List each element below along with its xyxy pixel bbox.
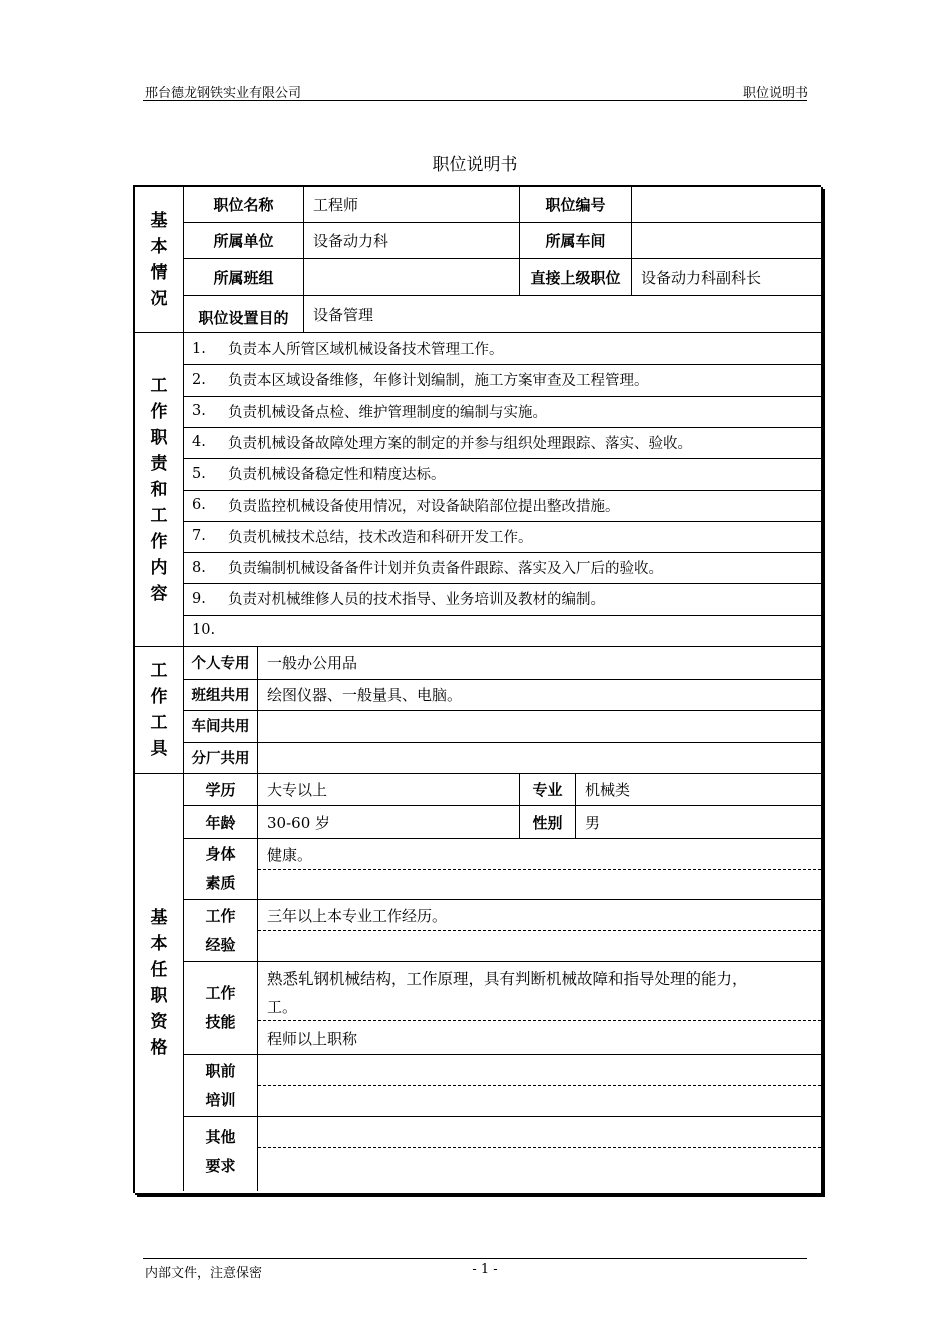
supervisor-value: 设备动力科副科长	[641, 268, 762, 287]
duty-number: 7.	[192, 528, 206, 545]
duty-number: 8.	[192, 559, 206, 576]
section-label-duties	[135, 333, 184, 646]
duty-number: 2.	[192, 371, 206, 388]
other-label: 其他 要求	[205, 1128, 236, 1175]
section-label-char: 责	[150, 453, 168, 474]
section-label-char: 职	[150, 985, 168, 1006]
education-label: 学历	[205, 781, 236, 799]
document-title: 职位说明书	[432, 155, 518, 175]
duty-text: 负责编制机械设备备件计划并负责备件跟踪、落实及入厂后的验收。	[228, 561, 663, 578]
workshop-label: 所属车间	[545, 232, 606, 250]
section-label-text	[150, 208, 168, 312]
duty-item	[184, 615, 821, 646]
purpose-value: 设备管理	[313, 305, 374, 324]
workshop-value	[632, 223, 821, 258]
duty-number: 1.	[192, 340, 206, 357]
other-value	[258, 1117, 821, 1147]
tool-category-value: 绘图仪器、一般量具、电脑。	[267, 685, 463, 704]
section-label-text	[150, 905, 168, 1061]
skills-label: 工作 技能	[205, 984, 236, 1031]
training-value	[258, 1055, 821, 1085]
duty-number: 3.	[192, 403, 206, 420]
section-label-char: 格	[150, 1037, 168, 1058]
section-basic-info	[135, 187, 821, 333]
duty-text: 负责机械技术总结，技术改造和科研开发工作。	[228, 529, 533, 546]
section-label-char: 内	[150, 557, 168, 578]
section-label-char: 情	[150, 262, 168, 283]
tool-category-value	[258, 710, 821, 742]
duty-item	[184, 552, 821, 583]
age-label: 年龄	[205, 813, 236, 832]
duty-number: 10.	[192, 622, 216, 639]
job-description-table	[133, 185, 821, 1193]
training-label: 职前 培训	[205, 1061, 236, 1109]
duty-number: 4.	[192, 434, 206, 451]
major-value: 机械类	[585, 781, 631, 799]
skills-line-3: 程师以上职称	[267, 1029, 358, 1048]
purpose-label: 职位设置目的	[198, 308, 289, 327]
position-name-value: 工程师	[313, 196, 359, 214]
tool-category-value	[258, 742, 821, 774]
section-tools	[135, 647, 821, 774]
supervisor-label: 直接上级职位	[530, 268, 621, 287]
section-label-char: 工	[150, 661, 168, 681]
duty-text: 负责监控机械设备使用情况，对设备缺陷部位提出整改措施。	[228, 498, 620, 515]
section-label-char: 工	[150, 505, 168, 526]
duty-number: 6.	[192, 497, 206, 513]
section-label-char: 任	[150, 959, 168, 980]
experience-label: 工作 经验	[205, 906, 236, 954]
department-label: 所属单位	[213, 232, 274, 250]
section-label-char: 容	[150, 583, 168, 604]
experience-value: 三年以上本专业工作经历。	[267, 906, 448, 925]
section-label-char: 本	[150, 236, 168, 257]
position-name-label: 职位名称	[213, 196, 274, 214]
page-number: - 1 -	[472, 1262, 498, 1277]
duty-text: 负责对机械维修人员的技术指导、业务培训及教材的编制。	[228, 592, 605, 609]
section-label-text	[150, 373, 168, 607]
section-label-char: 职	[150, 427, 168, 448]
duty-item	[184, 333, 821, 364]
duty-item	[184, 490, 821, 521]
gender-label: 性别	[532, 813, 563, 832]
section-duties	[135, 333, 821, 647]
duty-text: 负责机械设备故障处理方案的制定的并参与组织处理跟踪、落实、验收。	[228, 435, 692, 452]
skills-line-1: 熟悉轧钢机械结构，工作原理，具有判断机械故障和指导处理的能力，	[267, 970, 748, 988]
position-code-label: 职位编号	[545, 196, 606, 214]
team-label: 所属班组	[213, 268, 274, 287]
position-code-value	[632, 187, 821, 222]
section-label-char: 资	[150, 1011, 168, 1032]
physical-label: 身体 素质	[205, 845, 236, 892]
duty-text: 负责机械设备点检、维护管理制度的编制与实施。	[228, 404, 547, 421]
duty-text: 负责机械设备稳定性和精度达标。	[228, 467, 446, 484]
section-label-char: 工	[150, 713, 168, 733]
duty-item	[184, 364, 821, 395]
tool-category-label: 分厂共用	[191, 750, 250, 767]
duty-item	[184, 583, 821, 614]
section-label-char: 和	[150, 479, 168, 500]
section-label-char: 具	[150, 739, 168, 759]
major-label: 专业	[532, 781, 563, 799]
company-name: 邢台德龙钢铁实业有限公司	[145, 86, 302, 101]
education-value: 大专以上	[267, 781, 328, 799]
duty-number: 9.	[192, 590, 206, 607]
header-rule	[143, 100, 807, 101]
tool-category-value: 一般办公用品	[267, 654, 358, 673]
tool-category-label: 班组共用	[191, 687, 250, 704]
section-qualifications	[135, 774, 821, 1191]
section-label-text	[150, 658, 168, 762]
section-label-char: 基	[150, 907, 168, 928]
skills-line-2: 工。	[267, 997, 298, 1016]
section-label-char: 作	[150, 687, 168, 707]
section-label-tools	[135, 647, 184, 773]
duty-item	[184, 458, 821, 489]
physical-value: 健康。	[267, 845, 313, 864]
footer-rule	[143, 1258, 807, 1259]
section-label-qualifications	[135, 774, 184, 1191]
section-label-char: 本	[150, 933, 168, 954]
duty-number: 5.	[192, 465, 206, 482]
section-label-char: 作	[150, 401, 168, 422]
section-label-char: 作	[150, 531, 168, 552]
section-label-char: 基	[150, 210, 168, 231]
age-value: 30-60 岁	[267, 813, 331, 832]
duty-item	[184, 396, 821, 427]
duty-text: 负责本区域设备维修，年修计划编制，施工方案审查及工程管理。	[228, 373, 649, 390]
section-label-char: 况	[150, 288, 168, 309]
team-value	[304, 259, 519, 295]
header-doc-type: 职位说明书	[742, 86, 808, 101]
section-label-basic	[135, 187, 184, 332]
duty-text: 负责本人所管区域机械设备技术管理工作。	[228, 342, 504, 358]
tool-category-label: 个人专用	[191, 656, 250, 673]
gender-value: 男	[585, 813, 601, 832]
tool-category-label: 车间共用	[191, 719, 250, 736]
footer-note: 内部文件，注意保密	[145, 1266, 263, 1281]
department-value: 设备动力科	[313, 232, 389, 250]
section-label-char: 工	[150, 375, 168, 396]
duty-item	[184, 521, 821, 552]
duty-item	[184, 427, 821, 458]
